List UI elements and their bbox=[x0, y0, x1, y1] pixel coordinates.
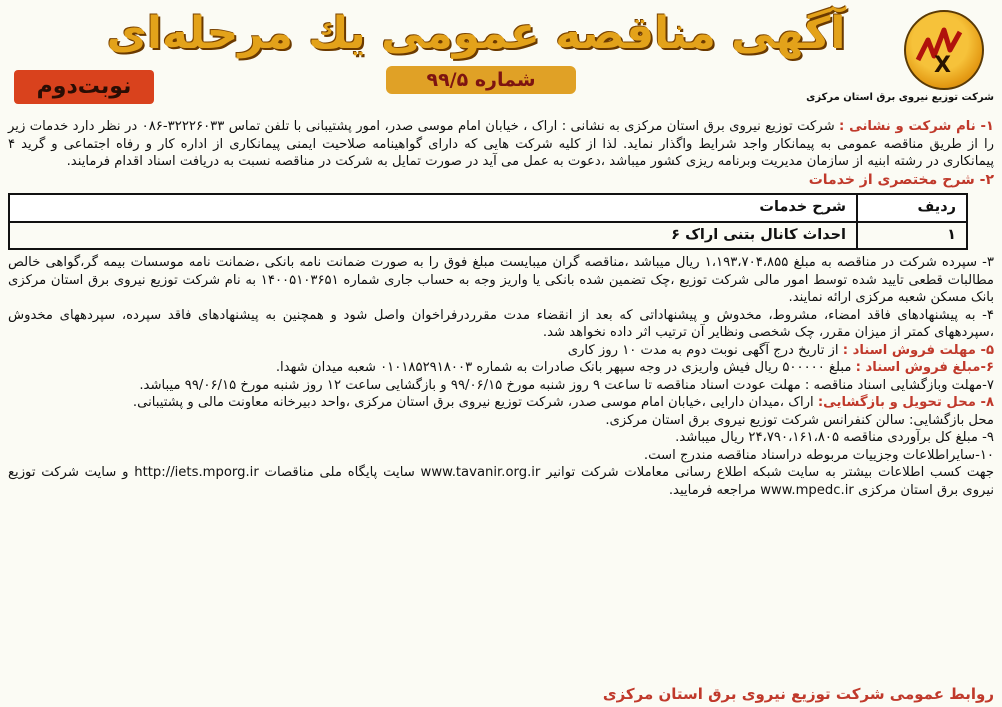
section-7: ۷-مهلت وبازگشایی اسناد مناقصه : مهلت عودت اسناد مناقصه تا ساعت ۹ روز شنبه مورخ ۹۹/۰۶/۱۵ و بازگشایی ساعت ۱۲ روز شنبه مورخ ۹۹/۰۶/۱۵ میباشد. bbox=[139, 377, 994, 393]
section-8-label: ۸- محل تحویل و بازگشایی: bbox=[817, 395, 994, 410]
section-6-text: مبلغ ۵۰۰۰۰۰ ریال فیش واریزی در وجه سپهر بانک صادرات به شماره ۰۱۰۱۸۵۲۹۱۸۰۰۳ شعبه میدان شهدا. bbox=[275, 360, 856, 375]
section-3: ۳- سپرده شرکت در مناقصه به مبلغ ۱،۱۹۳،۷۰۴،۸۵۵ ریال میباشد ،مناقصه گران میبایست مبلغ فوق را به صورت ضمانت نامه بانکی ،ضمانت نامه موسسات بیمه گر،گواهی خالص مطالبات قطعی تایید شده توسط امور مالی شرکت توزیع ،چک تضمین شده بانکی یا واریز وجه به حساب جاری شماره ۱۴۰۰۵۱۰۳۶۵۱ به نام شرکت توزیع نیروی برق استان مرکزی بانک مسکن شعبه مرکزی ارائه نمایند. bbox=[8, 255, 995, 305]
info-links: جهت کسب اطلاعات بیشتر به سایت شبکه اطلاع رسانی معاملات شرکت توانیر www.tavanir.org.ir سایت پایگاه ملی مناقصات http://iets.mporg.ir و سایت شرکت توزیع نیروی برق استان مرکزی www.mpedc.ir مراجعه فرمایید. bbox=[8, 465, 994, 498]
section-4: ۴- به پیشنهادهای فاقد امضاء، مشروط، مخدوش و پیشنهاداتی که بعد از انقضاء مدت مقرردرفراخوان واصل شود و همچنین به پیشنهادهای فاقد سپرده، سپردههای مخدوش ،سپردههای کمتر از میزان مقرر، چک شخصی ونظایر آن ترتیب اثر داده نخواهد شد. bbox=[8, 307, 994, 340]
section-8 bbox=[8, 394, 994, 412]
row-number: ۱ bbox=[857, 222, 967, 250]
company-logo bbox=[806, 8, 994, 112]
services-table bbox=[8, 193, 968, 250]
section-5-label: ۵- مهلت فروش اسناد : bbox=[842, 342, 994, 358]
table-row bbox=[9, 222, 967, 250]
section-2-label: ۲- شرح مختصری از خدمات bbox=[808, 171, 994, 188]
section-1-label: ۱- نام شرکت و نشانی : bbox=[839, 119, 994, 134]
notice-body bbox=[8, 118, 994, 499]
section-6-label: ۶-مبلغ فروش اسناد : bbox=[855, 360, 994, 375]
logo-caption: شرکت توزیع نیروی برق استان مرکزی bbox=[806, 92, 994, 103]
section-5 bbox=[8, 342, 994, 360]
section-1-text: شرکت توزیع نیروی برق استان مرکزی به نشانی : اراک ، خیابان امام موسی صدر، امور پشتیبانی با تلفن تماس ۳۲۲۲۶۰۳۳-۰۸۶ در نظر دارد خدمات زیر را از طریق مناقصه عمومی به پیمانکار واجد شرایط واگذار نماید. لذا از کلیه شرکت هایی که دارای گواهینامه صلاحیت ایمنی پیمانکاری از اداره کار و رفاه اجتماعی و گرید ۴ پیمانکاری در رشته ابنیه از سازمان مدیریت وبرنامه ریزی کشور میباشد ،دعوت به عمل می آید در صورت تمایل به شرکت در مناقصه نسبت به دریافت اسناد اقدام فرمایند. bbox=[8, 119, 994, 169]
section-8-opening-place: محل بازگشایی: سالن کنفرانس شرکت توزیع نیروی برق استان مرکزی. bbox=[605, 412, 994, 428]
section-1 bbox=[8, 118, 994, 171]
row-description: احداث کانال بتنی اراک ۶ bbox=[9, 222, 857, 250]
section-5-text: از تاریخ درج آگهی نوبت دوم به مدت ۱۰ روز کاری bbox=[567, 342, 843, 358]
section-9: ۹- مبلغ کل برآوردی مناقصه ۲۴،۷۹۰،۱۶۱،۸۰۵ ریال میباشد. bbox=[675, 430, 994, 445]
column-row-number: ردیف bbox=[857, 194, 967, 222]
section-8-text: اراک ،میدان دارایی ،خیابان امام موسی صدر، شرکت توزیع نیروی برق استان مرکزی ،واحد دبیرخانه معاونت مالی و پشتیبانی. bbox=[132, 395, 818, 410]
table-header-row bbox=[9, 194, 967, 222]
round-badge: نوبت‌دوم bbox=[14, 70, 154, 104]
issue-number: شماره ۹۹/۵ bbox=[386, 66, 576, 94]
public-relations-signature: روابط عمومی شرکت توزیع نیروی برق استان مرکزی bbox=[602, 685, 994, 703]
section-6 bbox=[8, 359, 994, 377]
column-service-description: شرح خدمات bbox=[9, 194, 857, 222]
notice-title: آگهی مناقصه عمومی یك مرحله‌ای bbox=[106, 8, 846, 59]
logo-mark: X bbox=[934, 53, 951, 78]
logo-icon bbox=[904, 10, 984, 90]
section-10: ۱۰-سایراطلاعات وجزییات مربوطه دراسناد مناقصه مندرج است. bbox=[643, 447, 994, 463]
